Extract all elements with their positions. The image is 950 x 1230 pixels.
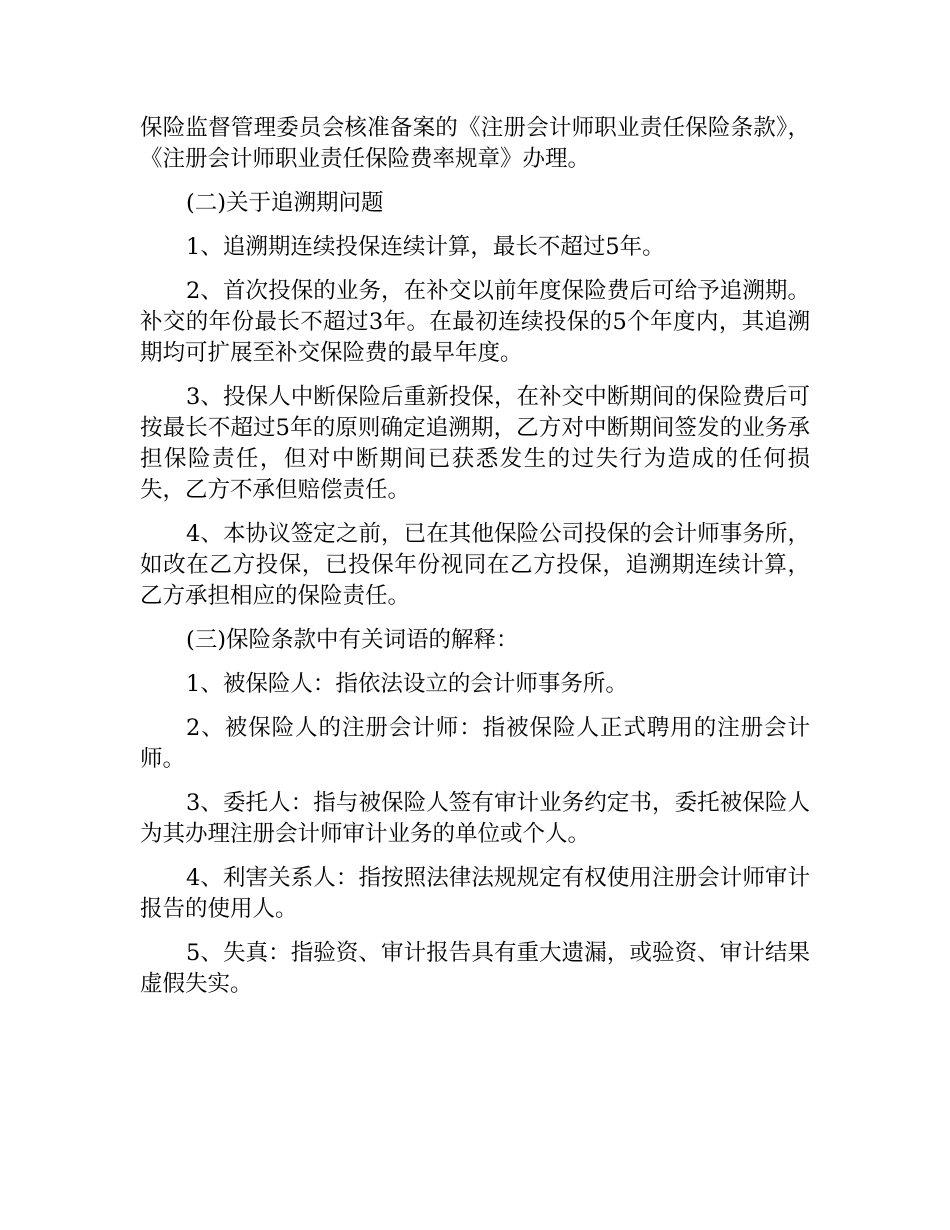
paragraph-item: 2、被保险人的注册会计师：指被保险人正式聘用的注册会计师。 [140,715,810,772]
document-body [140,113,810,1013]
paragraph-item: 1、追溯期连续投保连续计算，最长不超过5年。 [186,234,665,260]
paragraph-item: 3、委托人：指与被保险人签有审计业务约定书，委托被保险人为其办理注册会计师审计业务的单位或个人。 [140,790,810,847]
paragraph-item: 2、首次投保的业务，在补交以前年度保险费后可给予追溯期。补交的年份最长不超过3年。在最初连续投保的5个年度内，其追溯期均可扩展至补交保险费的最早年度。 [140,278,810,366]
paragraph-item: 5、失真：指验资、审计报告具有重大遗漏，或验资、审计结果虚假失实。 [140,940,810,997]
paragraph-continuation: 保险监督管理委员会核准备案的《注册会计师职业责任保险条款》，《注册会计师职业责任保险费率规章》办理。 [140,115,810,172]
section-heading-retroactive-period: (二)关于追溯期问题 [186,190,384,216]
paragraph-item: 4、本协议签定之前，已在其他保险公司投保的会计师事务所，如改在乙方投保，已投保年份视同在乙方投保，追溯期连续计算，乙方承担相应的保险责任。 [140,521,810,609]
section-heading-term-definitions: (三)保险条款中有关词语的解释： [186,627,519,653]
paragraph-item: 1、被保险人：指依法设立的会计师事务所。 [186,671,628,697]
paragraph-item: 3、投保人中断保险后重新投保，在补交中断期间的保险费后可按最长不超过5年的原则确定追溯期，乙方对中断期间签发的业务承担保险责任，但对中断期间已获悉发生的过失行为造成的任何损失，乙方不承但赔偿责任。 [140,384,810,503]
paragraph-item: 4、利害关系人：指按照法律法规规定有权使用注册会计师审计报告的使用人。 [140,865,810,922]
